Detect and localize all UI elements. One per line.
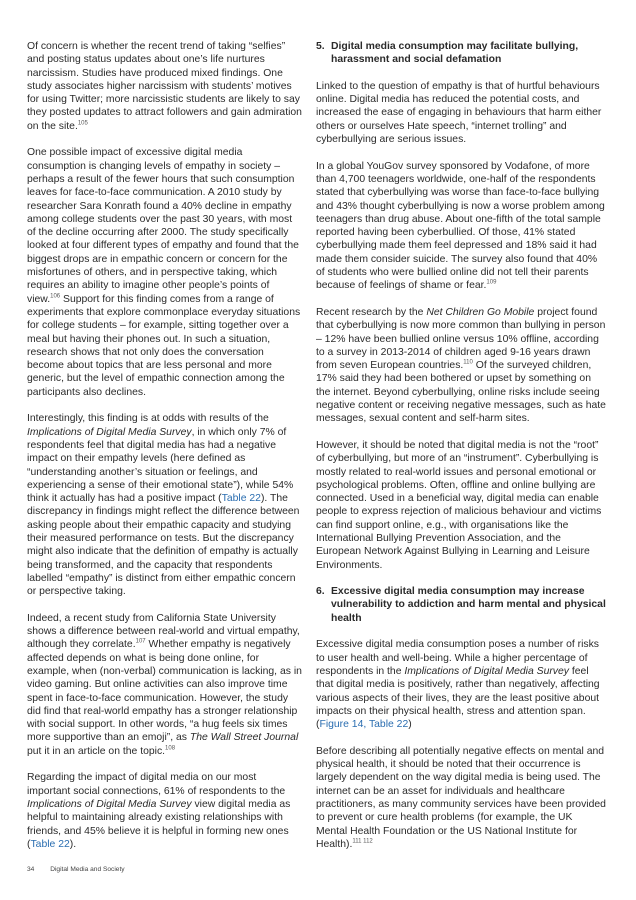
footnote-ref: 109: [486, 279, 497, 286]
paragraph: Indeed, a recent study from California State University shows a difference between real-world and virtual empathy, although they correlate.$^{107}$ Whether empathy is negatively affected depends on what is being done online, for example, when (non-verbal) communication is lacking, as in video gaming. But online activities can also improve time spent in face-to-face communication. However, the study did find that real-world empathy has a stronger relationship with social support. In other words, “a hug feels six times more supportive than an emoji”, as The Wall Street Journal put it in an article on the topic.$^{108}$: [27, 612, 302, 757]
paragraph: Excessive digital media consumption poses a number of risks to user health and well-being. While a higher percentage of respondents in the Implications of Digital Media Survey feel that digital media is positively, rather than negatively, affecting various aspects of their lives, they are the least positive about impacts on their physical health, stress and attention span. (Figure 14, Table 22): [316, 639, 600, 731]
project-title: Net Children Go Mobile: [426, 306, 535, 318]
publication-title: The Wall Street Journal: [189, 732, 299, 744]
section-number: 6.: [316, 586, 325, 598]
footnote-ref: 111 112: [352, 838, 373, 845]
figure-table-link[interactable]: Figure 14, Table 22: [319, 719, 409, 731]
right-column: [316, 40, 606, 864]
survey-title: Implications of Digital Media Survey: [27, 426, 192, 438]
paragraph: Linked to the question of empathy is that of hurtful behaviours online. Digital media has reduced the potential costs, and increased the ease of engaging in behaviours that harm either others or ourselves Hate speech, “internet trolling” and cyberbullying are serious issues.: [316, 80, 602, 146]
section-heading: [316, 585, 606, 625]
table-22-link[interactable]: Table 22: [221, 493, 261, 505]
paragraph: Before describing all potentially negative effects on mental and physical health, it should be noted that their occurrence is largely dependent on the way digital media is being used. The internet can be an asset for individuals and healthcare practitioners, as many community services have been provided to prevent or cure health problems (for example, the UK Mental Health Foundation or the US National Institute for Health).$^{111 112}$: [316, 745, 606, 850]
document-title: Digital Media and Society: [50, 866, 125, 873]
paragraph: One possible impact of excessive digital media consumption is changing levels of empathy in society – perhaps a result of the fewer hours that such consumption leaves for face-to-face communication. A 2010 study by researcher Sara Konrath found a 40% decline in empathy among college students over the past 30 years, with most of the decline occurring after 2000. The study specifically looked at four different types of empathy and found that the biggest drops are in empathic concern or concern for the misfortunes of others, and in perspective taking, which requires an ability to imagine other people’s points of view.$^{106}$ Support for this finding comes from a range of experiments that explore commonplace everyday situations for college students – for example, sitting together over a meal but having their phones out. In such a situation, research shows that not only does the conversation become about topics that are less personal and more generic, but the level of empathic connection among the participants also declines.: [27, 147, 301, 398]
footnote-ref: 110: [463, 359, 473, 366]
footnote-ref: 105: [77, 120, 88, 127]
survey-title: Implications of Digital Media Survey: [27, 798, 192, 810]
paragraph: Of concern is whether the recent trend of taking “selfies” and posting status updates about one’s life nurtures narcissism. Studies have produced mixed findings. One study associates higher narcissism with students’ motives for using Twitter; more narcissistic students are likely to say they posted updates to attract followers and gain admiration on the site.$^{105}$: [27, 41, 302, 132]
left-column: [27, 40, 302, 864]
paragraph: However, it should be noted that digital media is not the “root” of cyberbullying, but more of an “instrument”. Cyberbullying is mostly related to real-world issues and personal emotional or psychological problems. Often, offline and online bullying are connected. Used in a beneficial way, digital media can enable people to express rejection of malicious behaviour and victims can find support online, e.g., with organisations like the International Bullying Prevention Association, and the European Network Against Bullying in Learning and Leisure Environments.: [316, 439, 602, 571]
survey-title: Implications of Digital Media Survey: [404, 665, 569, 677]
section-title: Excessive digital media consumption may increase vulnerability to addiction and harm mental and physical health: [331, 586, 606, 624]
page-number: 34: [27, 866, 35, 873]
paragraph: In a global YouGov survey sponsored by Vodafone, of more than 4,700 teenagers worldwide, one-half of the respondents stated that cyberbullying was worse than face-to-face bullying and 43% thought cyberbullying is now a worse problem among teenagers than drug abuse. About one-fifth of the total sample reported having been cyberbullied. Of those, 41% stated cyberbullying made them feel depressed and 18% said it had made them consider suicide. The survey also found that 40% of students who were bullied online did not tell their parents because of feelings of shame or fear.$^{109}$: [316, 160, 605, 292]
section-title: Digital media consumption may facilitate bullying, harassment and social defamation: [331, 41, 579, 66]
footnote-ref: 106: [50, 293, 61, 300]
paragraph: Recent research by the Net Children Go Mobile project found that cyberbullying is now more common than bullying in person – 12% have been bullied online versus 10% offline, according to a survey in 2013-2014 of children aged 9-16 years drawn from seven European countries.$^{110}$ Of the surveyed children, 17% said they had been bothered or upset by something on the internet. Beyond cyberbullying, online risks include seeing negative content or receiving negative messages, such as hate messages, sexual content and self-harm sites.: [316, 306, 606, 425]
footnote-ref: 107: [135, 638, 146, 645]
page-footer: [27, 866, 125, 873]
section-heading: [316, 40, 606, 67]
paragraph: Interestingly, this finding is at odds with results of the Implications of Digital Media Survey, in which only 7% of respondents feel that digital media has had a negative impact on their empathy levels (here defined as “understanding another’s situation or feelings, and experiencing a sense of their emotional state”), while 54% think it actually has had a positive impact (Table 22). The discrepancy in findings might reflect the difference between asking people about their empathic capacity and studying their measured performance on tests. But the discrepancy might also indicate that the definition of empathy is actually being transformed, and the capacity that respondents labelled “empathy” is distinct from either empathic concern or perspective taking.: [27, 413, 300, 598]
footnote-ref: 108: [165, 745, 176, 752]
paragraph: Regarding the impact of digital media on our most important social connections, 61% of respondents to the Implications of Digital Media Survey view digital media as helpful to maintaining already existing relationships with friends, and 45% believe it is helpful in forming new ones (Table 22).: [27, 772, 291, 850]
table-22-link[interactable]: Table 22: [30, 838, 70, 850]
section-number: 5.: [316, 41, 325, 52]
